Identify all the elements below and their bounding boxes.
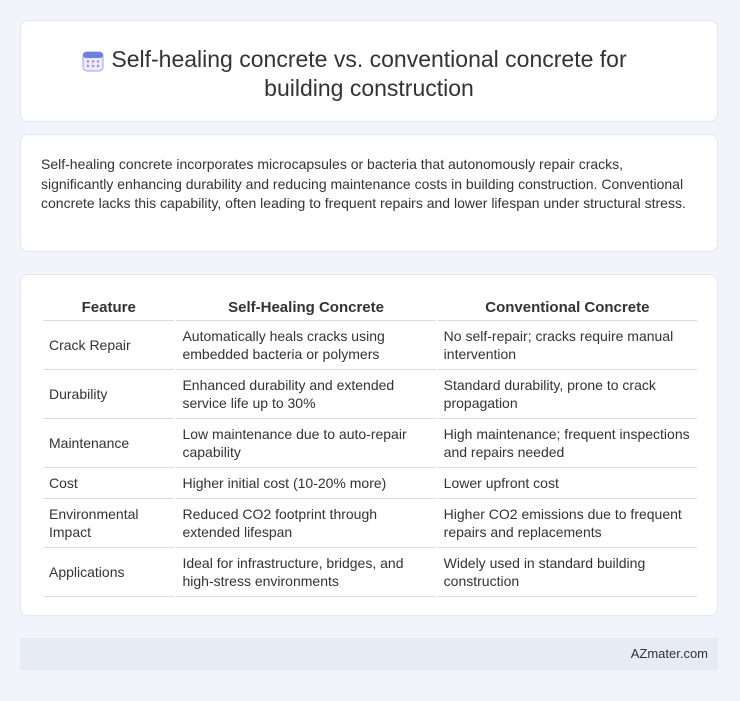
- table-row: [43, 499, 697, 548]
- header-conventional: Conventional Concrete: [438, 295, 697, 321]
- comparison-card: [20, 274, 718, 616]
- table-row: [43, 468, 697, 499]
- cell-conventional: No self-repair; cracks require manual intervention: [438, 321, 697, 370]
- cell-self-healing: Automatically heals cracks using embedded bacteria or polymers: [176, 321, 435, 370]
- cell-conventional: Widely used in standard building construction: [438, 548, 697, 597]
- table-row: [43, 370, 697, 419]
- cell-self-healing: Enhanced durability and extended service life up to 30%: [176, 370, 435, 419]
- summary-text: Self-healing concrete incorporates microcapsules or bacteria that autonomously repair cracks, significantly enhancing durability and reducing maintenance costs in building construction. Conventional concrete lacks this capability, often leading to frequent repairs and lower lifespan under structural stress.: [41, 156, 686, 211]
- page-title-text: Self-healing concrete vs. conventional concrete for building construction: [111, 46, 627, 101]
- cell-feature: Cost: [43, 468, 174, 499]
- page-title: [21, 45, 717, 103]
- cell-feature: Durability: [43, 370, 174, 419]
- cell-self-healing: Ideal for infrastructure, bridges, and high-stress environments: [176, 548, 435, 597]
- header-self-healing: Self-Healing Concrete: [176, 295, 435, 321]
- cell-conventional: High maintenance; frequent inspections and repairs needed: [438, 419, 697, 468]
- footer-bar: [20, 638, 718, 670]
- comparison-table: [41, 295, 699, 597]
- cell-feature: Applications: [43, 548, 174, 597]
- cell-conventional: Standard durability, prone to crack propagation: [438, 370, 697, 419]
- cell-conventional: Higher CO2 emissions due to frequent repairs and replacements: [438, 499, 697, 548]
- cell-feature: Maintenance: [43, 419, 174, 468]
- cell-conventional: Lower upfront cost: [438, 468, 697, 499]
- table-row: [43, 548, 697, 597]
- table-row: [43, 321, 697, 370]
- table-header-row: [43, 295, 697, 321]
- cell-self-healing: Higher initial cost (10-20% more): [176, 468, 435, 499]
- cell-self-healing: Reduced CO2 footprint through extended lifespan: [176, 499, 435, 548]
- header-feature: Feature: [43, 295, 174, 321]
- summary-card: [20, 134, 718, 252]
- title-card: [20, 20, 718, 122]
- cell-self-healing: Low maintenance due to auto-repair capability: [176, 419, 435, 468]
- cell-feature: Crack Repair: [43, 321, 174, 370]
- table-row: [43, 419, 697, 468]
- footer-site-link[interactable]: AZmater.com: [630, 646, 708, 661]
- cell-feature: Environmental Impact: [43, 499, 174, 548]
